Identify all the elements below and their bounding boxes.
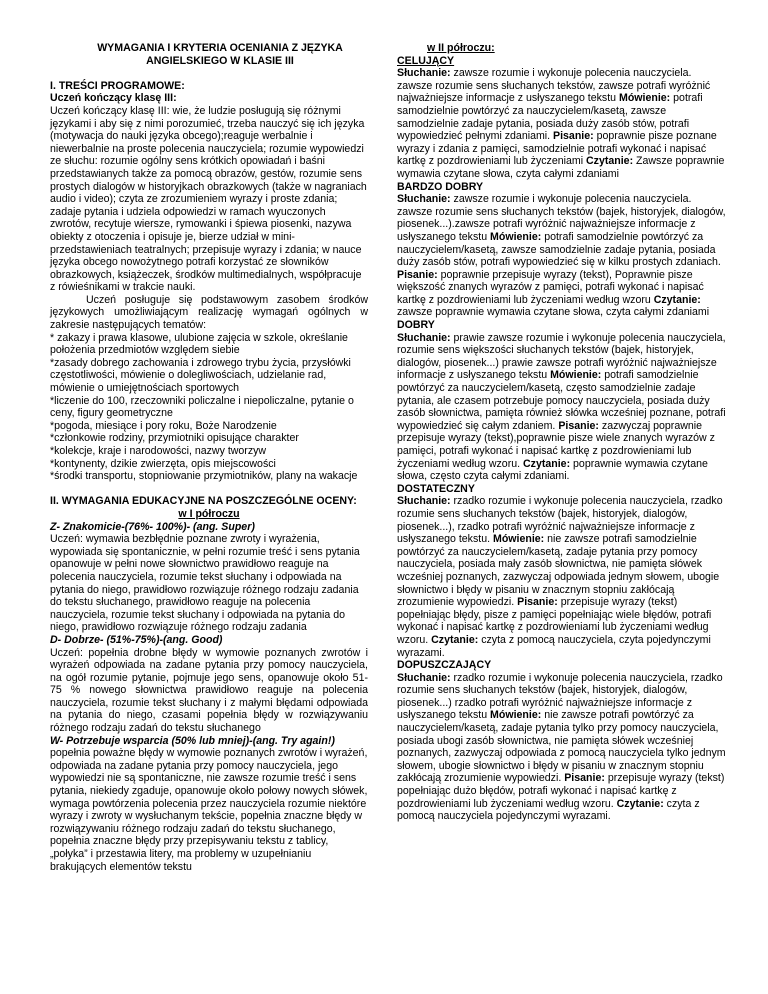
grade-dostateczny-text bbox=[397, 495, 727, 659]
topic-item: *kolekcje, kraje i narodowości, nazwy tworzyw bbox=[50, 445, 267, 457]
reading-text: Zawsze poprawnie wymawia czytane słowa, czyta całymi zdaniami bbox=[397, 155, 725, 180]
listening-text: rzadko rozumie i wykonuje polecenia nauczyciela, rzadko rozumie sens słuchanych tekstów (bajek, historyjek, dialogów, piosenek...), rzadko potrafi wyróżnić najważniejsze informacje z usłyszanego tekstu. bbox=[397, 495, 723, 546]
reading-label: Czytanie: bbox=[523, 457, 571, 470]
reading-label: Czytanie: bbox=[586, 155, 634, 168]
listening-label: Słuchanie: bbox=[397, 67, 451, 80]
topic-item: *członkowie rodziny, przymiotniki opisujące charakter bbox=[50, 432, 299, 445]
reading-text: czyta z pomocą nauczyciela, czyta pojedynczymi wyrazami. bbox=[397, 633, 711, 659]
section1-paragraph: Uczeń kończący klasę III: wie, że ludzie posługują się różnymi językami i aby się z nimi porozumieć, trzeba nauczyć się ich języka (motywacja do nauki języka obcego);reaguje werbalnie i niewerbalnie na proste polecenia nauczyciela; rozumie wypowiedzi ze słuchu: rozumie ogólny sens krótkich opowiadań i baśni przedstawianych także za pomocą obrazów, gestów, rozumie sens prostych dialogów w historyjkach obrazkowych (także w nagraniach audio i video); czyta ze zrozumieniem wyrazy i proste zdania; zadaje pytania i udziela odpowiedzi w ramach wyuczonych zwrotów, recytuje wiersze, rymowanki i śpiewa piosenki, nazywa obiekty z otoczenia i opisuje je, bierze udział w mini-przedstawieniach teatralnych; przepisuje wyrazy i zdania; w nauce języka obcego nowożytnego potrafi korzystać ze słowników obrazkowych, książeczek, środków multimedialnych, współpracuje z rówieśnikami w trakcie nauki. bbox=[50, 104, 367, 294]
listening-label: Słuchanie: bbox=[397, 495, 451, 508]
topic-item: *środki transportu, stopniowanie przymiotników, plany na wakacje bbox=[50, 470, 358, 483]
speaking-label: Mówienie: bbox=[619, 92, 671, 105]
speaking-text: potrafi samodzielnie powtórzyć za nauczycielem/kasetą, zawsze samodzielnie zadaje pytania, posiada duży zasób stów, potrafi wypowiedzieć się w kilku prostych zdaniach. bbox=[397, 230, 721, 269]
listening-label: Słuchanie: bbox=[397, 193, 451, 206]
section1-subheading: Uczeń kończący klasę III: bbox=[50, 92, 177, 105]
writing-text: zazwyczaj poprawnie przepisuje wyrazy (tekst),poprawnie pisze wiele znanych wyrazów z pamięci, potrafi wykonać i napisać kartkę z pozdrowieniami lub życzeniami według wzoru. bbox=[397, 419, 715, 470]
document-title-line1: WYMAGANIA I KRYTERIA OCENIANIA Z JĘZYKA bbox=[97, 42, 343, 54]
grade-z-text: Uczeń: wymawia bezbłędnie poznane zwroty i wyrażenia, wypowiada się spontanicznie, w pełni rozumie treść i sens pytania opanowuje w pełni nowe słownictwo prawidłowo reaguje na polecenia nauczyciela, rozumie tekst słuchany i odpowiada na pytania do niego, prawidłowo rozwiązuje różnego rodzaju zadania do tekstu słuchanego, prawidłowo reaguje na polecenia nauczyciela, rozumie tekst słuchany i odpowiada na pytania do niego, prawidłowo rozwiązuje różnego rodzaju zadania bbox=[50, 533, 360, 634]
listening-text: prawie zawsze rozumie i wykonuje polecenia nauczyciela, rozumie sens większości słuchanych tekstów (bajek, historyjek, dialogów, piosenek...) prawie zawsze potrafi wyróżnić najważniejsze informacje z usłyszanego tekstu bbox=[397, 331, 726, 382]
writing-text: przepisuje wyrazy (tekst) popełniając błędy, pisze z pamięci popełniając wiele błędów, potrafi wykonać i napisać kartkę z pozdrowieniami lub życzeniami według wzoru. bbox=[397, 596, 712, 646]
grade-bardzo-dobry-text bbox=[397, 193, 727, 319]
topic-item: *liczenie do 100, rzeczowniki policzalne i niepoliczalne, pytanie o ceny, figury geometryczne bbox=[50, 394, 354, 420]
writing-text: poprawnie przepisuje wyrazy (tekst), Poprawnie pisze większość znanych wyrazów z pamięci, potrafi wykonać i napisać kartkę z pozdrowieniami lub życzeniami według wzoru bbox=[397, 268, 704, 306]
grade-d-heading: D- Dobrze- (51%-75%)-(ang. Good) bbox=[50, 633, 223, 646]
grade-dobry-heading: DOBRY bbox=[397, 319, 435, 332]
grade-z-heading: Z- Znakomicie-(76%- 100%)- (ang. Super) bbox=[50, 520, 255, 533]
section2-period: w I półroczu bbox=[178, 507, 240, 520]
grade-celujacy-heading: CELUJĄCY bbox=[397, 54, 455, 67]
listening-label: Słuchanie: bbox=[397, 331, 451, 344]
grade-d-text: Uczeń: popełnia drobne błędy w wymowie poznanych zwrotów i wyrażeń odpowiada na zadane pytania przy pomocy nauczyciela, na ogół rozumie pytanie, pojmuje jego sens, opanowuje około 51-75 % nowego słownictwa prawidłowo reaguje na polecenia nauczyciela, rozumie tekst słuchany i z małymi błędami odpowiada na pytania do niego, czasami popełnia błędy w rozwiązywaniu różnego rodzaju zadań do tekstu słuchanego bbox=[50, 646, 368, 735]
document-title-line2: ANGIELSKIEGO W KLASIE III bbox=[146, 54, 294, 67]
listening-text: rzadko rozumie i wykonuje polecenia nauczyciela, rzadko rozumie sens słuchanych tekstów (bajek, historyjek, dialogów, piosenek...) rzadko potrafi wyróżnić najważniejsze informacje z usłyszanego tekstu bbox=[397, 671, 723, 722]
reading-label: Czytanie: bbox=[431, 633, 479, 646]
speaking-text: nie zawsze potrafi samodzielnie powtórzyć za nauczycielem/kasetą, zadaje pytania przy pomocy nauczyciela, posiada mały zasób słownictwa, nie pamięta słówek wcześniej poznanych, zazwyczaj odpowiada jednym słowem, ubogie słownictwo i błędy w pisaniu w znacznym stopniu zakłócają zrozumienie wypowiedzi. bbox=[397, 533, 720, 609]
speaking-text: potrafi samodzielnie powtórzyć za nauczycielem/kasetą, zawsze samodzielnie zadaje pytania, posiada duży zasób stów, potrafi wypowiedzieć pełnymi zdaniami. bbox=[397, 92, 703, 143]
speaking-label: Mówienie: bbox=[550, 369, 602, 382]
topic-item: *pogoda, miesiące i pory roku, Boże Narodzenie bbox=[50, 419, 277, 432]
writing-label: Pisanie: bbox=[517, 596, 558, 609]
topic-item: *kontynenty, dzikie zwierzęta, opis miejscowości bbox=[50, 457, 276, 470]
left-column bbox=[50, 42, 368, 873]
grade-dobry-text bbox=[397, 332, 727, 483]
reading-text: zawsze poprawnie wymawia czytane słowa, czyta całymi zdaniami bbox=[397, 306, 710, 319]
listening-text: zawsze rozumie i wykonuje polecenia nauczyciela. zawsze rozumie sens słuchanych tekstów, zawsze potrafi wyróżnić najważniejsze informacje z usłyszanego tekstu bbox=[397, 67, 711, 105]
section2-heading: II. WYMAGANIA EDUKACYJNE NA POSZCZEGÓLNE OCENY: bbox=[50, 495, 357, 508]
listening-label: Słuchanie: bbox=[397, 671, 451, 684]
speaking-label: Mówienie: bbox=[493, 533, 545, 546]
section2-period-2: w II półroczu: bbox=[427, 42, 495, 54]
writing-label: Pisanie: bbox=[553, 130, 594, 143]
section1-heading: I. TREŚCI PROGRAMOWE: bbox=[50, 79, 185, 92]
grade-dopuszczajacy-text bbox=[397, 672, 727, 823]
grade-w-heading: W- Potrzebuje wsparcia (50% lub mniej)-(ang. Try again!) bbox=[50, 734, 335, 747]
grade-dopuszczajacy-heading: DOPUSZCZAJĄCY bbox=[397, 659, 492, 672]
right-column bbox=[397, 42, 727, 823]
speaking-text: nie zawsze potrafi powtórzyć za nauczycielem/kasetą, zadaje pytania tylko przy pomocy nauczyciela, posiada ubogi zasób słownictwa, nie pamięta słówek wcześniej poznanych, zazwyczaj odpowiada z pomocą nauczyciela tylko jednym słowem, ubogie słownictwo i błędy w pisaniu w znacznym stopniu zakłócają zrozumienie wypowiedzi. bbox=[397, 709, 726, 785]
writing-label: Pisanie: bbox=[564, 772, 605, 785]
grade-dostateczny-heading: DOSTATECZNY bbox=[397, 482, 475, 495]
speaking-label: Mówienie: bbox=[490, 709, 542, 722]
reading-label: Czytanie: bbox=[616, 797, 664, 810]
grade-bardzo-dobry-heading: BARDZO DOBRY bbox=[397, 180, 484, 193]
grade-w-text: popełnia poważne błędy w wymowie poznanych zwrotów i wyrażeń, odpowiada na zadane pytania przy pomocy nauczyciela, jego wypowiedzi nie są spontaniczne, nie zawsze rozumie treść i sens pytania, niekiedy zgaduje, opanowuje około połowy nowych słówek, wymaga powtórzenia polecenia przez nauczyciela rozumie niektóre wyrazy i zwroty w wysłuchanym tekście, popełnia znaczne błędy w rozwiązywaniu różnego rodzaju zadań do tekstu słuchanego, popełnia znaczne błędy przy przepisywaniu tekstu z tablicy, „połyka” i przestawia litery, ma problemy w uzupełnianiu brakujących elementów tekstu bbox=[50, 747, 368, 873]
writing-label: Pisanie: bbox=[558, 419, 599, 432]
topic-item: * zakazy i prawa klasowe, ulubione zajęcia w szkole, określanie położenia przedmiotów względem siebie bbox=[50, 331, 348, 357]
reading-text: czyta z pomocą nauczyciela pojedynczymi wyrazami. bbox=[397, 797, 700, 823]
writing-text: przepisuje wyrazy (tekst) popełniając dużo błędów, potrafi wykonać i napisać kartkę z pozdrowieniami lub życzeniami według wzoru. bbox=[397, 772, 725, 810]
listening-text: zawsze rozumie i wykonuje polecenia nauczyciela. zawsze rozumie sens słuchanych tekstów (bajek, historyjek, dialogów, piosenek...).zawsze potrafi wyróżnić najważniejsze informacje z usłyszanego tekstu bbox=[397, 193, 726, 243]
reading-text: poprawnie wymawia czytane słowa, często czyta całymi zdaniami. bbox=[397, 457, 708, 483]
speaking-label: Mówienie: bbox=[490, 230, 542, 243]
speaking-text: potrafi samodzielnie powtórzyć za nauczycielem/kasetą, często samodzielnie zadaje pytania, ale czasem potrzebuje pomocy nauczyciela, posiada duży zasób słownictwa, pamięta również słówka wcześniej poznane, potrafi wypowiedzieć się całym zdaniem. bbox=[397, 369, 726, 432]
writing-text: poprawnie pisze poznane wyrazy i zdania z pamięci, samodzielnie potrafi wykonać i napisać kartkę z pozdrowieniami lub życzeniami bbox=[397, 130, 717, 168]
topic-item: *zasady dobrego zachowania i zdrowego trybu życia, przysłówki częstotliwości, mówienie o dolegliwościach, udzielanie rad, mówienie o umiejętnościach sportowych bbox=[50, 356, 351, 395]
reading-label: Czytanie: bbox=[653, 293, 701, 306]
section1-topics-intro: Uczeń posługuje się podstawowym zasobem środków językowych umożliwiającym realizację wymagań ogólnych w zakresie następujących tematów: bbox=[50, 293, 368, 332]
writing-label: Pisanie: bbox=[397, 268, 438, 281]
grade-celujacy-text bbox=[397, 67, 727, 180]
